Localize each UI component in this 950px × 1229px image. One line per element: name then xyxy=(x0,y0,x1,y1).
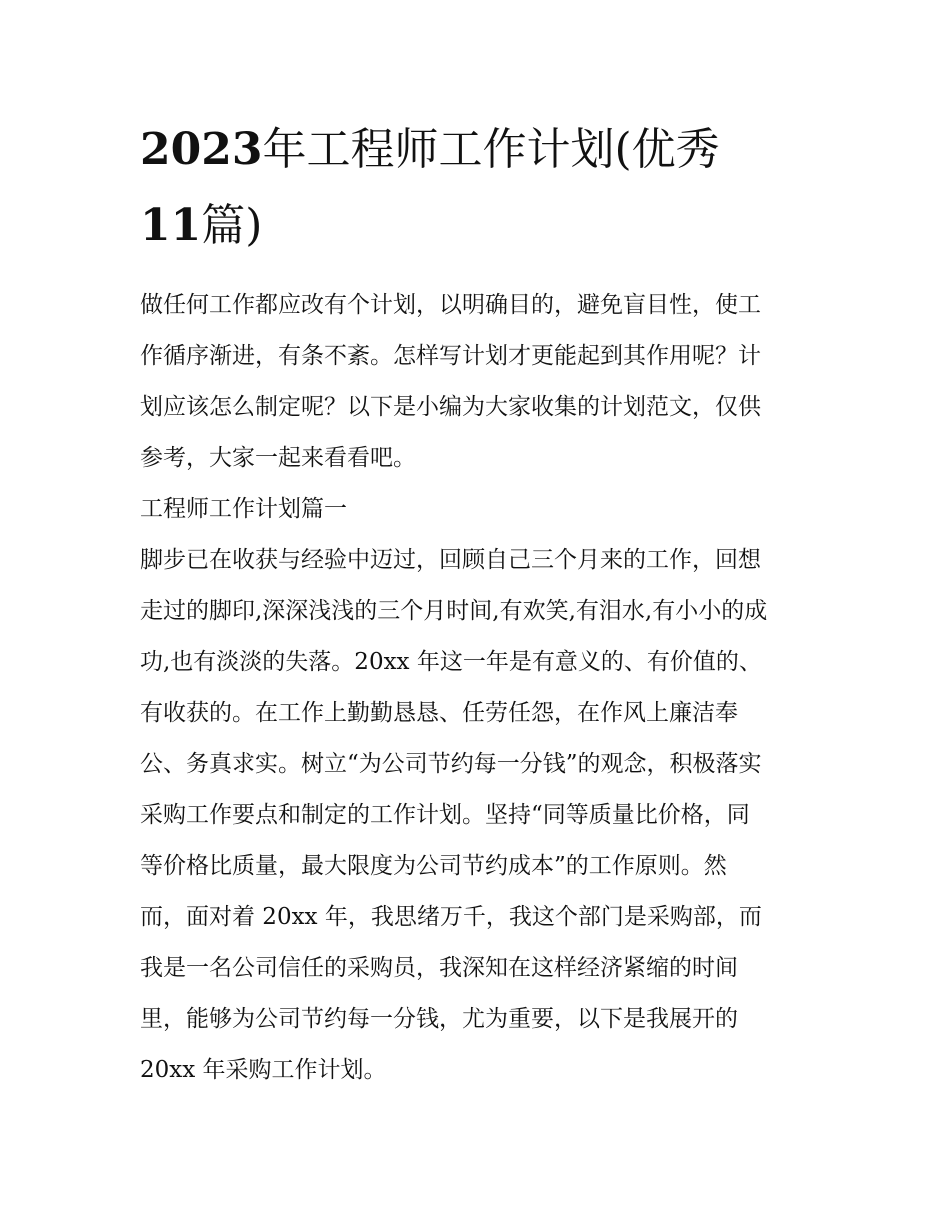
body-line: 功,也有淡淡的失落。20xx 年这一年是有意义的、有价值的、 xyxy=(140,649,762,675)
title-text-line1: 年工程师工作计划(优秀 xyxy=(262,124,720,175)
body-line: 做任何工作都应改有个计划，以明确目的，避免盲目性，使工 xyxy=(140,292,761,318)
title-text-line2: 篇) xyxy=(201,200,263,251)
body-line: 参考，大家一起来看看吧。 xyxy=(140,445,416,471)
title-year: 2023 xyxy=(140,124,263,175)
body-line: 脚步已在收获与经验中迈过，回顾自己三个月来的工作，回想 xyxy=(140,547,761,573)
body-line: 有收获的。在工作上勤勤恳恳、任劳任怨，在作风上廉洁奉 xyxy=(140,700,738,726)
body-line: 等价格比质量，最大限度为公司节约成本”的工作原则。然 xyxy=(140,853,727,879)
body-line: 划应该怎么制定呢？以下是小编为大家收集的计划范文，仅供 xyxy=(140,394,761,420)
section-heading: 工程师工作计划篇一 xyxy=(140,496,347,522)
body-line: 作循序渐进，有条不紊。怎样写计划才更能起到其作用呢？计 xyxy=(140,343,761,369)
body-line: 公、务真求实。树立“为公司节约每一分钱”的观念，积极落实 xyxy=(140,751,762,777)
document-body xyxy=(140,280,830,1096)
body-line: 走过的脚印,深深浅浅的三个月时间,有欢笑,有泪水,有小小的成 xyxy=(140,598,768,624)
body-line: 20xx 年采购工作计划。 xyxy=(140,1057,387,1083)
body-line: 采购工作要点和制定的工作计划。坚持“同等质量比价格，同 xyxy=(140,802,750,828)
body-line: 而，面对着 20xx 年，我思绪万千，我这个部门是采购部，而 xyxy=(140,904,762,930)
body-line: 里，能够为公司节约每一分钱，尤为重要，以下是我展开的 xyxy=(140,1006,738,1032)
body-line: 我是一名公司信任的采购员，我深知在这样经济紧缩的时间 xyxy=(140,955,738,981)
document-title xyxy=(140,112,820,264)
title-count: 11 xyxy=(140,200,202,251)
